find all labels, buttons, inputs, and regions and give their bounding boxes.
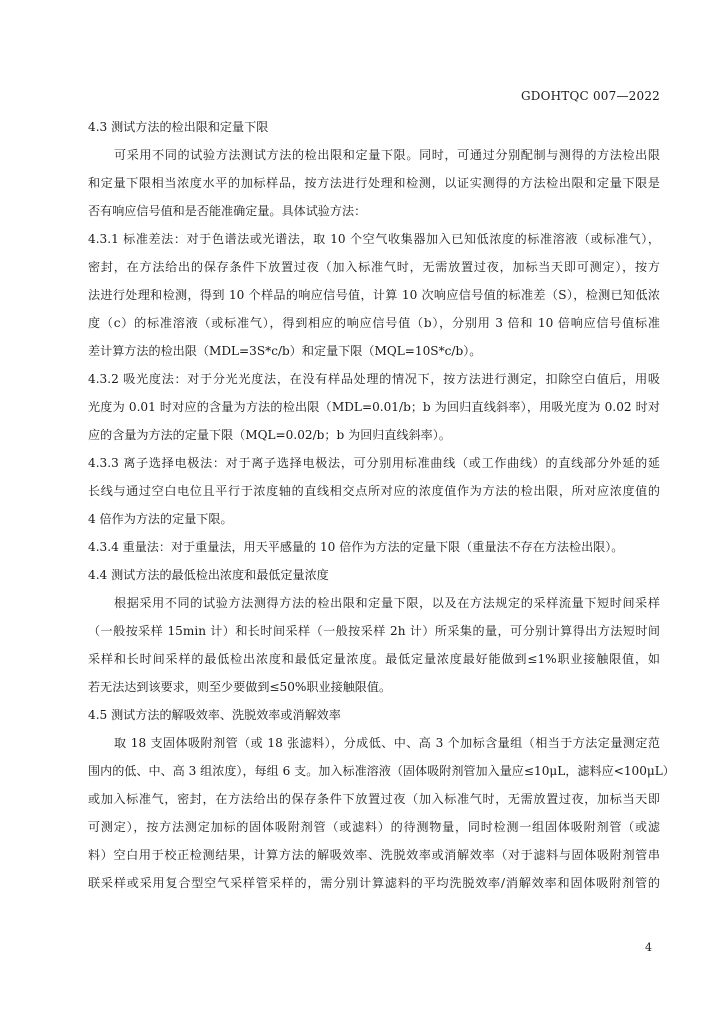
paragraph-line: 根据采用不同的试验方法测得方法的检出限和定量下限，以及在方法规定的采样流量下短时间采样 bbox=[114, 596, 660, 610]
paragraph-line: 应的含量为方法的定量下限（MQL=0.02/b；b 为回归直线斜率）。 bbox=[88, 428, 451, 442]
paragraph-line: 差计算方法的检出限（MDL=3S*c/b）和定量下限（MQL=10S*c/b）。 bbox=[88, 344, 482, 358]
paragraph-line: 4.3.1 标准差法：对于色谱法或光谱法，取 10 个空气收集器加入已知低浓度的标准溶液（或标准气）， bbox=[88, 232, 660, 246]
paragraph-line: 4 倍作为方法的定量下限。 bbox=[88, 512, 233, 526]
paragraph-line: 否有响应信号值和是否能准确定量。具体试验方法： bbox=[88, 204, 367, 218]
document-body bbox=[88, 119, 675, 903]
section-4-4-heading: 4.4 测试方法的最低检出浓度和最低定量浓度 bbox=[88, 568, 329, 582]
paragraph-line: 可采用不同的试验方法测试方法的检出限和定量下限。同时，可通过分别配制与测得的方法检出限 bbox=[114, 148, 660, 162]
paragraph-line: 或加入标准气，密封，在方法给出的保存条件下放置过夜（加入标准气时，无需放置过夜，加标当天即 bbox=[88, 792, 660, 806]
paragraph-line: （一般按采样 15min 计）和长时间采样（一般按采样 2h 计）所采集的量，可分别计算得出方法短时间 bbox=[88, 624, 660, 638]
paragraph-line: 取 18 支固体吸附剂管（或 18 张滤料），分成低、中、高 3 个加标含量组（相当于方法定量测定范 bbox=[114, 736, 660, 750]
paragraph-line: 联采样或采用复合型空气采样管采样的，需分别计算滤料的平均洗脱效率/消解效率和固体吸附剂管的 bbox=[88, 876, 660, 890]
paragraph-line: 围内的低、中、高 3 组浓度），每组 6 支。加入标准溶液（固体吸附剂管加入量应≤10μL，滤料应<100μL） bbox=[88, 764, 675, 778]
paragraph-line: 采样和长时间采样的最低检出浓度和最低定量浓度。最低定量浓度最好能做到≤1%职业接触限值，如 bbox=[88, 652, 660, 666]
paragraph-line: 4.3.4 重量法：对于重量法，用天平感量的 10 倍作为方法的定量下限（重量法不存在方法检出限）。 bbox=[88, 540, 624, 554]
paragraph-line: 和定量下限相当浓度水平的加标样品，按方法进行处理和检测，以证实测得的方法检出限和定量下限是 bbox=[88, 176, 660, 190]
paragraph-line: 长线与通过空白电位且平行于浓度轴的直线相交点所对应的浓度值作为方法的检出限，所对应浓度值的 bbox=[88, 484, 660, 498]
paragraph-line: 若无法达到该要求，则至少要做到≤50%职业接触限值。 bbox=[88, 680, 392, 694]
page-number: 4 bbox=[645, 941, 652, 954]
document-code: GDOHTQC 007—2022 bbox=[521, 89, 660, 103]
section-4-5-heading: 4.5 测试方法的解吸效率、洗脱效率或消解效率 bbox=[88, 708, 341, 722]
section-4-3-heading: 4.3 测试方法的检出限和定量下限 bbox=[88, 120, 269, 134]
paragraph-line: 4.3.3 离子选择电极法：对于离子选择电极法，可分别用标准曲线（或工作曲线）的直线部分外延的延 bbox=[88, 456, 660, 470]
paragraph-line: 光度为 0.01 时对应的含量为方法的检出限（MDL=0.01/b；b 为回归直线斜率），用吸光度为 0.02 时对 bbox=[88, 400, 660, 414]
paragraph-line: 密封，在方法给出的保存条件下放置过夜（加入标准气时，无需放置过夜，加标当天即可测定），按方 bbox=[88, 260, 660, 274]
paragraph-line: 可测定），按方法测定加标的固体吸附剂管（或滤料）的待测物量，同时检测一组固体吸附剂管（或滤 bbox=[88, 820, 660, 834]
paragraph-line: 4.3.2 吸光度法：对于分光光度法，在没有样品处理的情况下，按方法进行测定，扣除空白值后，用吸 bbox=[88, 372, 660, 386]
paragraph-line: 度（c）的标准溶液（或标准气），得到相应的响应信号值（b），分别用 3 倍和 10 倍响应信号值标准 bbox=[88, 316, 660, 330]
paragraph-line: 法进行处理和检测，得到 10 个样品的响应信号值，计算 10 次响应信号值的标准差（S），检测已知低浓 bbox=[88, 288, 660, 302]
paragraph-line: 料）空白用于校正检测结果，计算方法的解吸效率、洗脱效率或消解效率（对于滤料与固体吸附剂管串 bbox=[88, 848, 660, 862]
